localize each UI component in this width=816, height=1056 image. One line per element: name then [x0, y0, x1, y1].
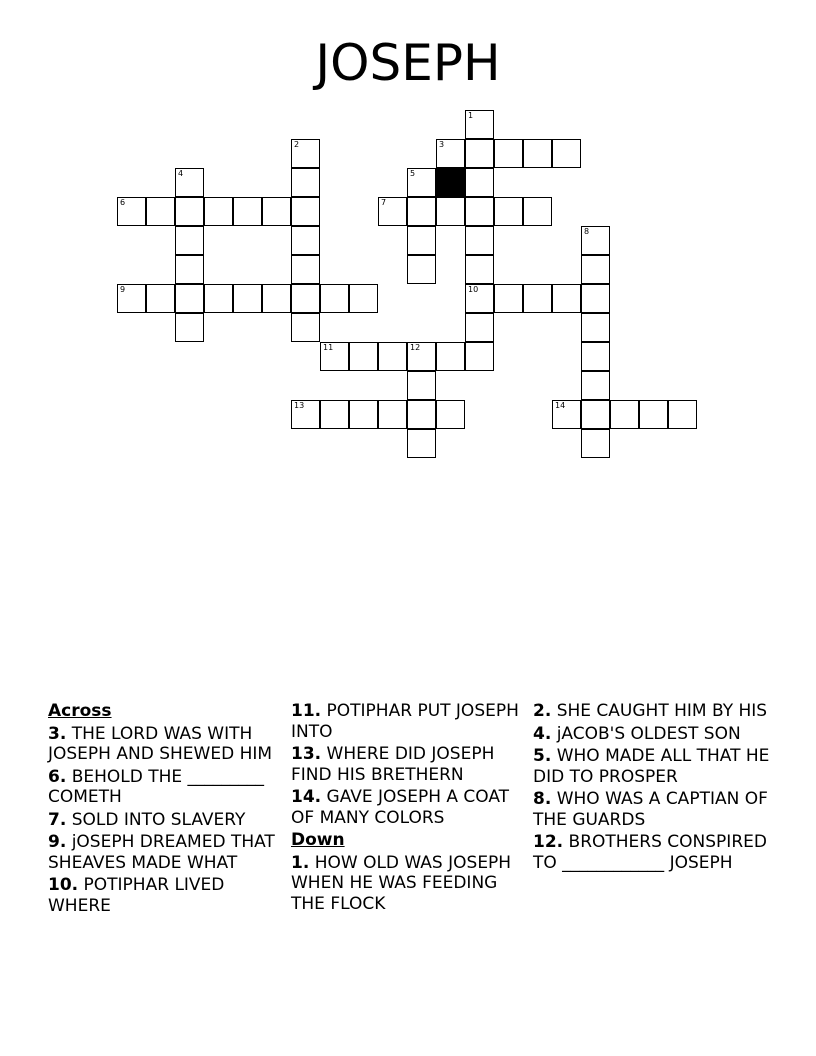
grid-cell[interactable]	[465, 342, 494, 371]
grid-cell[interactable]	[291, 255, 320, 284]
grid-cell[interactable]	[349, 400, 378, 429]
grid-cell[interactable]	[639, 400, 668, 429]
grid-cell[interactable]	[436, 400, 465, 429]
clue-item	[533, 746, 773, 787]
grid-cell[interactable]	[407, 400, 436, 429]
clue-text: THE LORD WAS WITH JOSEPH AND SHEWED HIM	[48, 723, 273, 764]
grid-cell[interactable]	[523, 284, 552, 313]
grid-cell[interactable]	[175, 313, 204, 342]
grid-cell[interactable]	[204, 284, 233, 313]
clue-item	[48, 832, 288, 873]
clue-text: GAVE JOSEPH A COAT OF MANY COLORS	[291, 787, 510, 828]
clue-item	[48, 724, 288, 765]
grid-cell[interactable]	[407, 429, 436, 458]
clue-text: jOSEPH DREAMED THAT SHEAVES MADE WHAT	[48, 832, 275, 873]
clue-text: WHERE DID JOSEPH FIND HIS BRETHERN	[291, 744, 495, 785]
clue-num: 11.	[291, 701, 322, 721]
grid-cell[interactable]	[407, 226, 436, 255]
grid-cell[interactable]	[407, 371, 436, 400]
grid-cell[interactable]	[233, 284, 262, 313]
clue-num: 6.	[48, 766, 67, 787]
clues-column-2	[291, 701, 531, 916]
grid-cell[interactable]	[233, 197, 262, 226]
clue-number: 7	[381, 198, 387, 207]
grid-cell[interactable]	[204, 197, 233, 226]
grid-cell[interactable]	[262, 284, 291, 313]
grid-cell[interactable]	[465, 139, 494, 168]
clue-num: 14.	[291, 787, 322, 807]
grid-cell[interactable]	[581, 226, 610, 255]
clue-number: 12	[410, 343, 421, 352]
crossword-grid	[0, 0, 816, 470]
grid-cell[interactable]	[146, 197, 175, 226]
clues-column-3	[533, 701, 773, 875]
clue-text: SHE CAUGHT HIM BY HIS	[551, 701, 768, 721]
clue-number: 5	[410, 169, 416, 178]
grid-cell[interactable]	[291, 313, 320, 342]
grid-cell[interactable]	[320, 342, 349, 371]
clue-item	[533, 789, 773, 830]
grid-cell[interactable]	[581, 429, 610, 458]
clue-number: 8	[584, 227, 590, 236]
grid-cell[interactable]	[175, 284, 204, 313]
grid-cell[interactable]	[523, 197, 552, 226]
clue-num: 5.	[533, 746, 552, 766]
grid-cell[interactable]	[581, 342, 610, 371]
clue-number: 6	[120, 198, 126, 207]
clue-text: BROTHERS CONSPIRED TO ____________ JOSEPH	[533, 832, 767, 873]
across-heading: Across	[48, 701, 112, 721]
grid-cell[interactable]	[494, 139, 523, 168]
clue-number: 10	[468, 285, 479, 294]
clue-number: 1	[468, 111, 474, 120]
grid-cell[interactable]	[175, 255, 204, 284]
grid-cell[interactable]	[175, 197, 204, 226]
grid-cell[interactable]	[291, 139, 320, 168]
grid-cell[interactable]	[407, 197, 436, 226]
clue-text: SOLD INTO SLAVERY	[66, 809, 246, 830]
grid-cell[interactable]	[581, 371, 610, 400]
clue-text: BEHOLD THE _________ COMETH	[48, 766, 265, 807]
grid-cell[interactable]	[117, 197, 146, 226]
grid-cell[interactable]	[494, 284, 523, 313]
clue-item	[48, 767, 288, 808]
grid-cell[interactable]	[291, 400, 320, 429]
grid-cell[interactable]	[552, 139, 581, 168]
grid-cell[interactable]	[378, 342, 407, 371]
grid-cell[interactable]	[610, 400, 639, 429]
puzzle-title: JOSEPH	[315, 34, 501, 92]
clue-num: 7.	[48, 809, 67, 830]
clue-text: POTIPHAR PUT JOSEPH INTO	[291, 701, 519, 742]
grid-cell[interactable]	[552, 400, 581, 429]
grid-cell[interactable]	[291, 226, 320, 255]
grid-cell[interactable]	[175, 226, 204, 255]
clue-num: 3.	[48, 723, 67, 744]
clue-item	[291, 701, 531, 742]
grid-cell-black	[436, 168, 465, 197]
clue-number: 4	[178, 169, 184, 178]
grid-cell[interactable]	[436, 139, 465, 168]
clue-text: WHO WAS A CAPTIAN OF THE GUARDS	[533, 789, 768, 830]
grid-cell[interactable]	[320, 284, 349, 313]
down-heading: Down	[291, 830, 345, 850]
grid-cell[interactable]	[581, 255, 610, 284]
grid-cell[interactable]	[146, 284, 175, 313]
grid-cell[interactable]	[291, 168, 320, 197]
grid-cell[interactable]	[465, 197, 494, 226]
grid-cell[interactable]	[262, 197, 291, 226]
grid-cell[interactable]	[581, 284, 610, 313]
clue-num: 2.	[533, 701, 552, 721]
clue-number: 13	[294, 401, 305, 410]
grid-cell[interactable]	[378, 400, 407, 429]
clue-item	[48, 810, 288, 831]
grid-cell[interactable]	[407, 255, 436, 284]
clue-text: HOW OLD WAS JOSEPH WHEN HE WAS FEEDING THE FLOCK	[291, 852, 512, 914]
clue-text: WHO MADE ALL THAT HE DID TO PROSPER	[533, 746, 770, 787]
clue-num: 8.	[533, 789, 552, 809]
grid-cell[interactable]	[581, 400, 610, 429]
clue-number: 3	[439, 140, 445, 149]
grid-cell[interactable]	[117, 284, 146, 313]
clue-item	[48, 875, 288, 916]
grid-cell[interactable]	[465, 313, 494, 342]
clue-num: 13.	[291, 744, 322, 764]
clue-item	[533, 832, 773, 873]
grid-cell[interactable]	[494, 197, 523, 226]
clue-item	[533, 701, 773, 722]
grid-cell[interactable]	[581, 313, 610, 342]
grid-cell[interactable]	[465, 284, 494, 313]
clue-item	[291, 853, 531, 915]
grid-cell[interactable]	[291, 197, 320, 226]
grid-cell[interactable]	[175, 168, 204, 197]
grid-cell[interactable]	[407, 342, 436, 371]
grid-cell[interactable]	[668, 400, 697, 429]
clue-item	[291, 787, 531, 828]
grid-cell[interactable]	[349, 342, 378, 371]
clues-column-1	[48, 701, 288, 918]
grid-cell[interactable]	[552, 284, 581, 313]
clue-number: 2	[294, 140, 300, 149]
clue-num: 12.	[533, 832, 564, 852]
clue-num: 9.	[48, 832, 67, 852]
grid-cell[interactable]	[465, 255, 494, 284]
grid-cell[interactable]	[436, 342, 465, 371]
grid-cell[interactable]	[407, 168, 436, 197]
clue-num: 4.	[533, 723, 552, 744]
clue-number: 9	[120, 285, 126, 294]
grid-cell[interactable]	[349, 284, 378, 313]
grid-cell[interactable]	[436, 197, 465, 226]
grid-cell[interactable]	[523, 139, 552, 168]
grid-cell[interactable]	[378, 197, 407, 226]
clue-item	[533, 724, 773, 745]
clue-num: 1.	[291, 852, 310, 873]
clue-number: 14	[555, 401, 566, 410]
grid-cell[interactable]	[320, 400, 349, 429]
clue-number: 11	[323, 343, 334, 352]
clue-num: 10.	[48, 875, 79, 895]
grid-cell[interactable]	[465, 110, 494, 139]
clue-item	[291, 744, 531, 785]
clue-text: jACOB'S OLDEST SON	[551, 723, 741, 744]
grid-cell[interactable]	[465, 226, 494, 255]
grid-cell[interactable]	[465, 168, 494, 197]
clue-text: POTIPHAR LIVED WHERE	[48, 875, 225, 916]
grid-cell[interactable]	[291, 284, 320, 313]
